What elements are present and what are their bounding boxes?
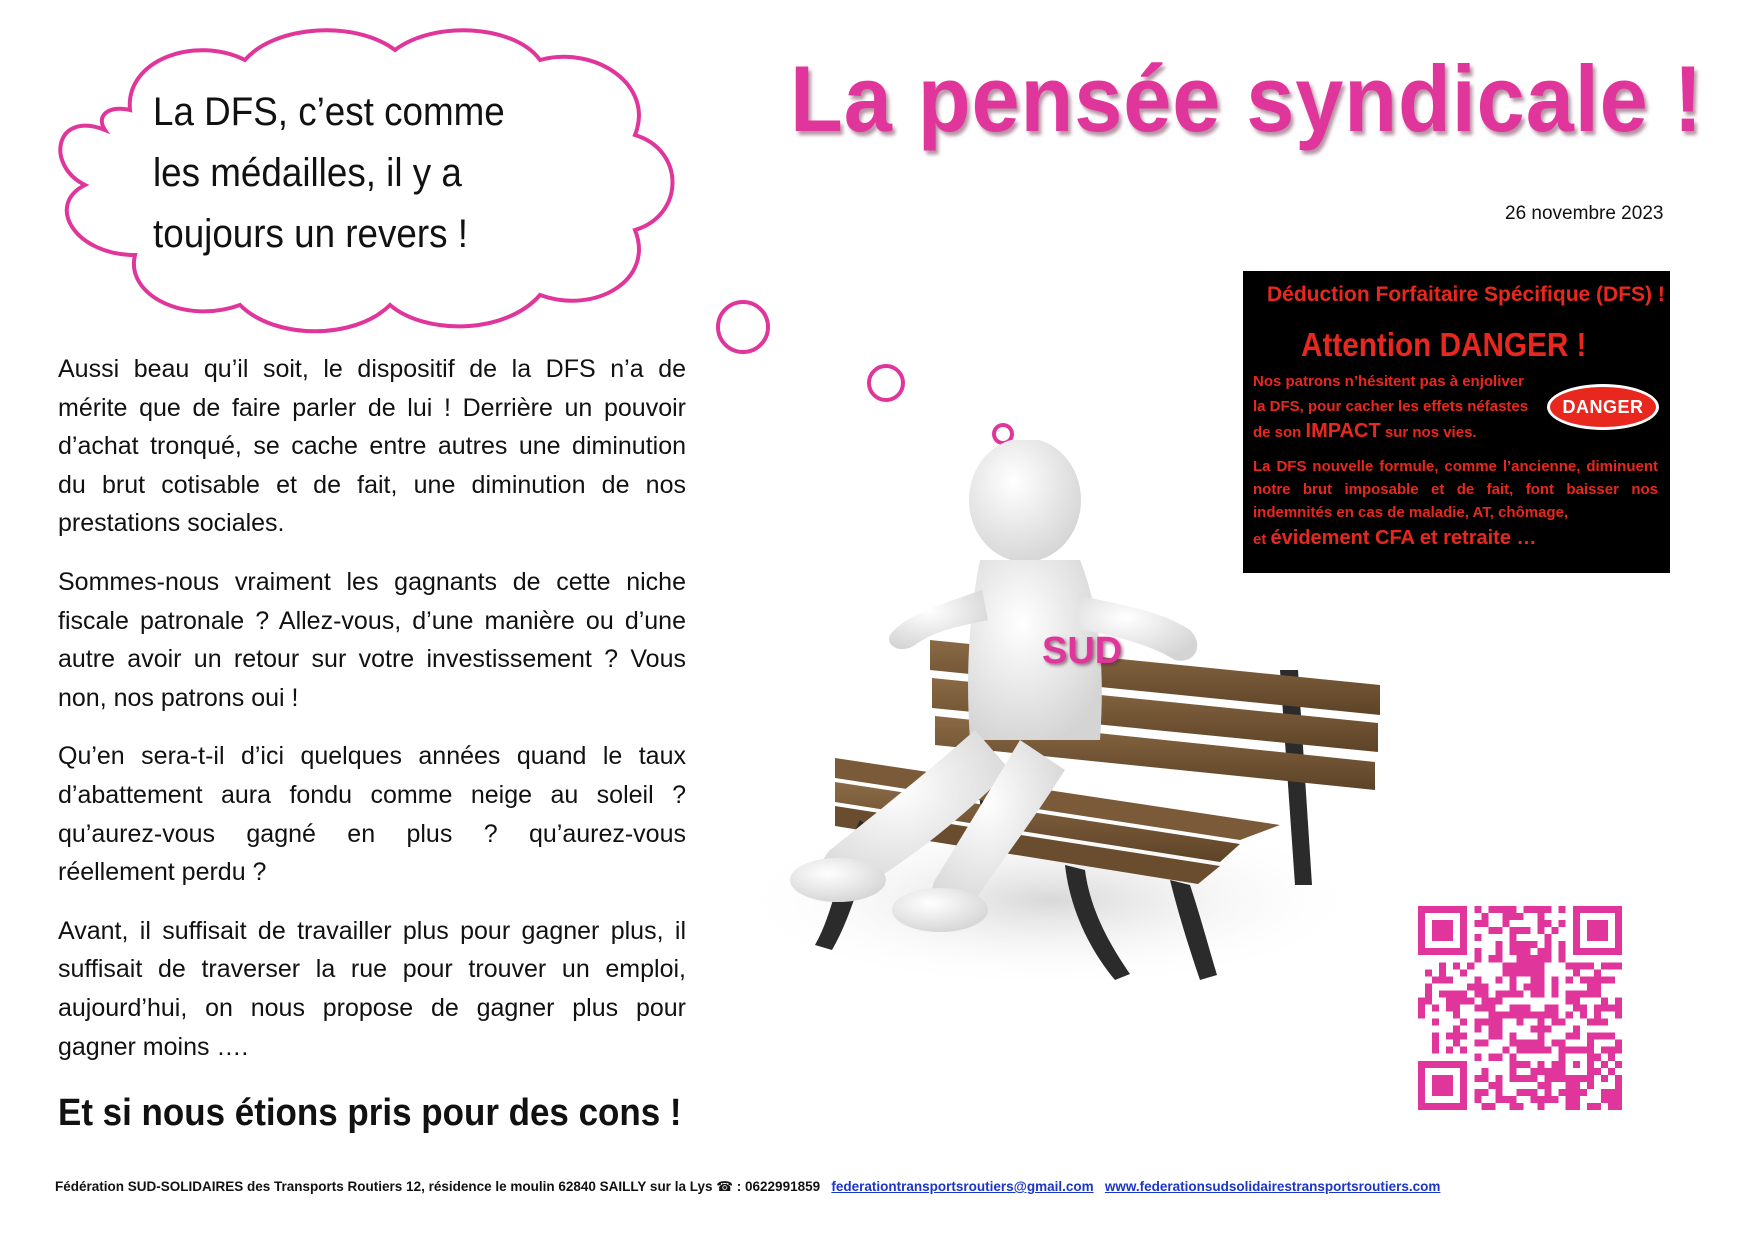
cloud-quote xyxy=(153,82,558,265)
shirt-label: SUD xyxy=(1042,630,1123,672)
footer-website-link[interactable]: www.federationsudsolidairestransportsroutiers.com xyxy=(1104,1179,1441,1194)
paragraph-3: Qu’en sera-t-il d’ici quelques années quand le taux d’abattement aura fondu comme neige au soleil ? qu’aurez-vous gagné en plus ? qu’aurez-vous réellement perdu ? xyxy=(58,742,686,887)
paragraph-4: Avant, il suffisait de travailler plus pour gagner plus, il suffisait de traverser la rue pour trouver un emploi, aujourd’hui, on nous propose de gagner plus pour gagner moins …. xyxy=(58,916,686,1061)
footer-address: Fédération SUD-SOLIDAIRES des Transports Routiers 12, résidence le moulin 62840 SAILLY sur la Lys ☎ : 0622991859 xyxy=(55,1179,821,1194)
danger-text-2: La DFS nouvelle formule, comme l’ancienne, diminuent notre brut imposable et de fait, font baisser nos indemnités en cas de maladie, AT, chômage, xyxy=(1253,458,1658,521)
danger-text-3b: évidement CFA et retraite … xyxy=(1270,527,1537,549)
danger-box xyxy=(1243,271,1670,573)
footer xyxy=(55,1179,1440,1195)
cloud-line-2: les médailles, il y a xyxy=(153,151,462,195)
danger-text-1c-prefix: de son xyxy=(1253,424,1302,441)
danger-badge: DANGER xyxy=(1547,384,1659,430)
danger-text-1 xyxy=(1253,369,1543,445)
danger-text-1a: Nos patrons n’hésitent pas à enjoliver xyxy=(1253,373,1524,390)
paragraph-2: Sommes-nous vraiment les gagnants de cette niche fiscale patronale ? Allez-vous, d’une manière ou d’une autre avoir un retour sur votre investissement ? Vous non, nos patrons oui ! xyxy=(58,567,686,712)
footer-email-link[interactable]: federationtransportsroutiers@gmail.com xyxy=(831,1179,1094,1194)
danger-attention: Attention DANGER ! xyxy=(1301,326,1587,363)
danger-text-3 xyxy=(1253,527,1537,550)
article-body xyxy=(58,350,686,1086)
danger-text-1c-suffix: sur nos vies. xyxy=(1384,424,1477,441)
paragraph-1: Aussi beau qu’il soit, le dispositif de la DFS n’a de mérite que de faire parler de lui ! Derrière un pouvoir d’achat tronqué, se cache entre autres une diminution du brut cotisable et de fait, une diminution de nos prestations sociales. xyxy=(58,355,686,538)
danger-impact: IMPACT xyxy=(1305,420,1381,442)
date: 26 novembre 2023 xyxy=(1505,203,1664,224)
danger-heading: Déduction Forfaitaire Spécifique (DFS) ! xyxy=(1267,283,1665,306)
qr-code[interactable] xyxy=(1418,906,1622,1110)
cloud-line-1: La DFS, c’est comme xyxy=(153,90,505,134)
cloud-line-3: toujours un revers ! xyxy=(153,212,468,256)
page-title: La pensée syndicale ! xyxy=(790,46,1704,151)
danger-text-1b: la DFS, pour cacher les effets néfastes xyxy=(1253,398,1529,415)
danger-text-1c xyxy=(1253,419,1543,445)
conclusion-heading: Et si nous étions pris pour des cons ! xyxy=(58,1092,682,1134)
danger-text-3a: et xyxy=(1253,531,1267,548)
thought-bubbles xyxy=(700,290,1030,460)
